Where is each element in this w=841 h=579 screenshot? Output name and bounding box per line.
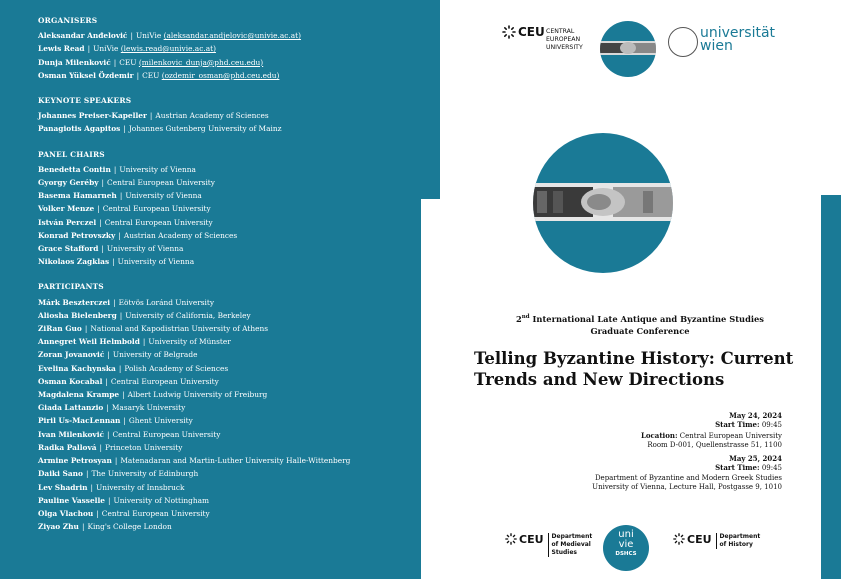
person-affiliation: Johannes Gutenberg University of Mainz bbox=[128, 124, 282, 134]
person-affiliation: CEU bbox=[119, 57, 137, 67]
keynote-row bbox=[38, 122, 433, 135]
participants-row bbox=[38, 467, 433, 480]
separator: | bbox=[101, 244, 104, 254]
separator: | bbox=[123, 124, 126, 134]
uw-line: universität bbox=[700, 25, 776, 41]
person-affiliation: Central European University bbox=[102, 204, 211, 214]
schedule bbox=[580, 411, 782, 492]
day1-date: May 24, 2024 bbox=[729, 411, 782, 420]
person-affiliation: Albert Ludwig University of Freiburg bbox=[127, 390, 268, 400]
panel-chairs-heading: PANEL CHAIRS bbox=[38, 149, 105, 159]
separator: | bbox=[112, 257, 115, 267]
person-affiliation: Matenadaran and Martin-Luther University Halle-Wittenberg bbox=[120, 456, 351, 466]
separator: | bbox=[122, 390, 125, 400]
person-affiliation: Princeton University bbox=[105, 442, 183, 452]
person-affiliation: University of Vienna bbox=[106, 244, 184, 254]
participants-row bbox=[38, 296, 433, 309]
person-name: Osman Yüksel Özdemir bbox=[38, 70, 134, 80]
person-name: Annegret Weil Helmbold bbox=[38, 337, 140, 347]
ceu-star-icon bbox=[502, 25, 516, 39]
ceu-mark: CEU bbox=[687, 533, 712, 546]
person-name: Márk Beszterczei bbox=[38, 297, 111, 307]
conference-title bbox=[474, 348, 804, 390]
univie-dshcs-logo bbox=[603, 525, 649, 571]
panel_chairs-row bbox=[38, 242, 433, 255]
separator: | bbox=[130, 31, 133, 41]
person-name: Zoran Jovanović bbox=[38, 350, 105, 360]
separator: | bbox=[114, 456, 118, 466]
participants-row bbox=[38, 388, 433, 401]
day2-start-label: Start Time: bbox=[715, 463, 760, 473]
day2-location-line: Department of Byzantine and Modern Greek Studies bbox=[594, 473, 782, 482]
separator: | bbox=[106, 403, 109, 413]
person-affiliation: Central European University bbox=[110, 376, 219, 386]
dept-history-text bbox=[716, 533, 761, 549]
person-affiliation: Ghent University bbox=[128, 416, 193, 426]
person-name: Dunja Milenković bbox=[38, 57, 111, 67]
title-line-2: Trends and New Directions bbox=[474, 370, 725, 389]
person-name: Grace Stafford bbox=[38, 244, 99, 254]
person-affiliation: Central European University bbox=[104, 217, 213, 227]
person-name: Piril Us-MacLennan bbox=[38, 416, 121, 426]
person-affiliation: King's College London bbox=[87, 522, 172, 532]
dept-medieval-text bbox=[548, 533, 593, 557]
handshake-icon bbox=[600, 21, 656, 77]
panel_chairs-row bbox=[38, 216, 433, 229]
email-link[interactable]: (milenkovic_dunja@phd.ceu.edu) bbox=[138, 57, 264, 67]
person-name: Panagiotis Agapitos bbox=[38, 124, 121, 134]
keynote-row bbox=[38, 109, 433, 122]
participants-row bbox=[38, 454, 433, 467]
day2-start-time: 09:45 bbox=[761, 464, 782, 473]
participants-row bbox=[38, 481, 433, 494]
person-affiliation: UniVie bbox=[93, 44, 119, 54]
person-affiliation: National and Kapodistrian University of Athens bbox=[90, 324, 269, 334]
participants-heading: PARTICIPANTS bbox=[38, 282, 104, 292]
person-name: Magdalena Krampe bbox=[38, 390, 120, 400]
separator: | bbox=[99, 217, 102, 227]
organisers-row bbox=[38, 69, 433, 82]
person-name: Radka Pallová bbox=[38, 442, 97, 452]
day1-start-label: Start Time: bbox=[715, 420, 760, 430]
subtitle-line-2: Graduate Conference bbox=[590, 325, 690, 336]
separator: | bbox=[81, 522, 85, 532]
participants-row bbox=[38, 494, 433, 507]
people-column bbox=[38, 14, 433, 533]
dshcs-label: DSHCS bbox=[615, 551, 637, 557]
person-affiliation: University of Vienna bbox=[125, 191, 202, 201]
panel_chairs-row bbox=[38, 176, 433, 189]
organisers-heading: ORGANISERS bbox=[38, 16, 98, 25]
person-name: Lewis Read bbox=[38, 44, 85, 54]
organisers-row bbox=[38, 29, 433, 42]
panel-chairs-list bbox=[38, 163, 433, 269]
person-affiliation: University of Vienna bbox=[119, 164, 196, 174]
participants-row bbox=[38, 441, 433, 454]
person-name: Olga Vlachou bbox=[38, 508, 94, 518]
day1-location-label: Location: bbox=[640, 430, 678, 440]
conference-subtitle bbox=[505, 311, 775, 337]
person-name: Aleksandar Anđelović bbox=[38, 31, 128, 41]
participants-row bbox=[38, 348, 433, 361]
uw-line: wien bbox=[700, 38, 733, 54]
small-handshake-emblem bbox=[600, 21, 656, 77]
person-affiliation: Austrian Academy of Sciences bbox=[123, 230, 238, 240]
separator: | bbox=[119, 310, 123, 320]
person-name: Lev Shadrin bbox=[38, 482, 88, 492]
univie-line: vie bbox=[618, 539, 634, 550]
univie-line: uni bbox=[618, 529, 634, 540]
separator: | bbox=[90, 482, 94, 492]
person-affiliation: Central European University bbox=[112, 429, 221, 439]
person-affiliation: University of California, Berkeley bbox=[125, 310, 251, 320]
person-name: Armine Petrosyan bbox=[38, 456, 112, 466]
separator: | bbox=[97, 204, 100, 214]
person-affiliation: The University of Edinburgh bbox=[91, 469, 199, 479]
ceu-name bbox=[546, 28, 583, 52]
separator: | bbox=[101, 178, 105, 188]
dept-line: Department bbox=[551, 533, 593, 540]
person-affiliation: University of Belgrade bbox=[112, 350, 198, 360]
dept-line: of History bbox=[719, 541, 753, 548]
panel_chairs-row bbox=[38, 189, 433, 202]
person-affiliation: UniVie bbox=[135, 31, 162, 41]
dept-line: of Medieval bbox=[551, 541, 591, 548]
keynote-list bbox=[38, 109, 433, 135]
person-name: Benedetta Contin bbox=[38, 164, 111, 174]
person-affiliation: University of Nottingham bbox=[113, 495, 209, 505]
person-affiliation: University of Innsbruck bbox=[96, 482, 185, 492]
person-name: Gyorgy Geréby bbox=[38, 178, 99, 188]
large-handshake-icon bbox=[533, 177, 673, 227]
ceu-mark: CEU bbox=[519, 533, 544, 546]
panel_chairs-row bbox=[38, 229, 433, 242]
person-name: ZiRan Guo bbox=[38, 324, 82, 334]
participants-row bbox=[38, 520, 433, 533]
participants-row bbox=[38, 362, 433, 375]
participants-row bbox=[38, 375, 433, 388]
person-affiliation: University of Münster bbox=[148, 337, 231, 347]
participants-row bbox=[38, 401, 433, 414]
email-link[interactable]: (lewis.read@univie.ac.at) bbox=[120, 44, 216, 54]
day2-date: May 25, 2024 bbox=[729, 454, 782, 464]
ceu-medieval-logo bbox=[505, 533, 592, 557]
participants-row bbox=[38, 309, 433, 322]
person-name: Aliosha Bielenberg bbox=[38, 310, 117, 320]
univie-seal-icon bbox=[668, 27, 698, 57]
person-name: Johannes Preiser-Kapeller bbox=[38, 111, 147, 121]
person-affiliation: CEU bbox=[142, 70, 160, 80]
participants-row bbox=[38, 428, 433, 441]
separator: | bbox=[84, 324, 88, 334]
panel_chairs-row bbox=[38, 163, 433, 176]
ceu-name-line: CENTRAL bbox=[546, 28, 575, 35]
person-name: Konrad Petrovszky bbox=[38, 230, 116, 240]
separator: | bbox=[99, 442, 103, 452]
ceu-logo bbox=[502, 25, 545, 39]
separator: | bbox=[107, 429, 110, 439]
participants-row bbox=[38, 322, 433, 335]
separator: | bbox=[87, 44, 91, 54]
ordinal-suffix: nd bbox=[521, 314, 530, 320]
person-name: Osman Kocabal bbox=[38, 376, 103, 386]
separator: | bbox=[113, 57, 117, 67]
panel_chairs-row bbox=[38, 202, 433, 215]
day1-start-time: 09:45 bbox=[761, 421, 782, 430]
participants-row bbox=[38, 335, 433, 348]
participants-list bbox=[38, 296, 433, 534]
subtitle-line-1: International Late Antique and Byzantine Studies bbox=[532, 313, 764, 324]
ceu-name-line: EUROPEAN bbox=[546, 36, 581, 43]
panel_chairs-row bbox=[38, 255, 433, 268]
separator: | bbox=[107, 350, 110, 360]
person-name: Pauline Vasselle bbox=[38, 495, 105, 505]
person-name: Volker Menze bbox=[38, 204, 95, 214]
email-link[interactable]: (aleksandar.andjelovic@univie.ac.at) bbox=[163, 31, 302, 41]
dept-line: Studies bbox=[551, 549, 577, 556]
separator: | bbox=[136, 70, 140, 80]
person-name: Ivan Milenković bbox=[38, 429, 105, 439]
main-handshake-emblem bbox=[533, 133, 673, 273]
participants-row bbox=[38, 414, 433, 427]
separator: | bbox=[142, 337, 146, 347]
organisers-list bbox=[38, 29, 433, 82]
separator: | bbox=[85, 469, 89, 479]
keynote-heading: KEYNOTE SPEAKERS bbox=[38, 96, 132, 106]
person-affiliation: Masaryk University bbox=[111, 403, 186, 413]
person-name: István Perczel bbox=[38, 217, 97, 227]
email-link[interactable]: (ozdemir_osman@phd.ceu.edu) bbox=[161, 70, 280, 80]
person-affiliation: University of Vienna bbox=[117, 257, 195, 267]
person-name: Daiki Sano bbox=[38, 469, 83, 479]
ordinal: 2 bbox=[516, 313, 522, 324]
person-affiliation: Polish Academy of Sciences bbox=[124, 363, 229, 373]
separator: | bbox=[107, 495, 111, 505]
organisers-row bbox=[38, 56, 433, 69]
day2-location-line: University of Vienna, Lecture Hall, Postgasse 9, 1010 bbox=[592, 483, 782, 492]
ceu-star-icon bbox=[505, 533, 517, 545]
bottom-logos bbox=[505, 525, 795, 573]
person-name: Ziyao Zhu bbox=[38, 522, 79, 532]
person-name: Giada Lattanzio bbox=[38, 403, 104, 413]
separator: | bbox=[118, 230, 121, 240]
participants-row bbox=[38, 507, 433, 520]
person-affiliation: Eötvös Loránd University bbox=[118, 297, 215, 307]
separator: | bbox=[96, 508, 99, 518]
dept-line: Department bbox=[719, 533, 761, 540]
day1-location-line: Room D-001, Quellenstrasse 51, 1100 bbox=[647, 440, 782, 449]
person-name: Basema Hamarneh bbox=[38, 191, 117, 201]
separator: | bbox=[105, 376, 108, 386]
separator: | bbox=[118, 363, 122, 373]
person-name: Evelina Kachynska bbox=[38, 363, 116, 373]
separator: | bbox=[113, 164, 117, 174]
person-affiliation: Central European University bbox=[101, 508, 210, 518]
separator: | bbox=[149, 111, 153, 121]
ceu-history-logo bbox=[673, 533, 760, 549]
ceu-name-line: UNIVERSITY bbox=[546, 44, 583, 51]
organisers-row bbox=[38, 42, 433, 55]
universitaet-wien-logo bbox=[700, 27, 775, 53]
day1-location-line: Central European University bbox=[679, 431, 782, 440]
separator: | bbox=[123, 416, 126, 426]
separator: | bbox=[119, 191, 123, 201]
person-affiliation: Austrian Academy of Sciences bbox=[155, 111, 269, 121]
ceu-star-icon bbox=[673, 533, 685, 545]
top-logos bbox=[502, 21, 782, 77]
separator: | bbox=[113, 297, 116, 307]
title-line-1: Telling Byzantine History: Current bbox=[474, 349, 794, 368]
person-name: Nikolaos Zagklas bbox=[38, 257, 110, 267]
right-accent-bar bbox=[821, 195, 841, 579]
ceu-mark: CEU bbox=[518, 25, 545, 39]
person-affiliation: Central European University bbox=[107, 178, 215, 188]
